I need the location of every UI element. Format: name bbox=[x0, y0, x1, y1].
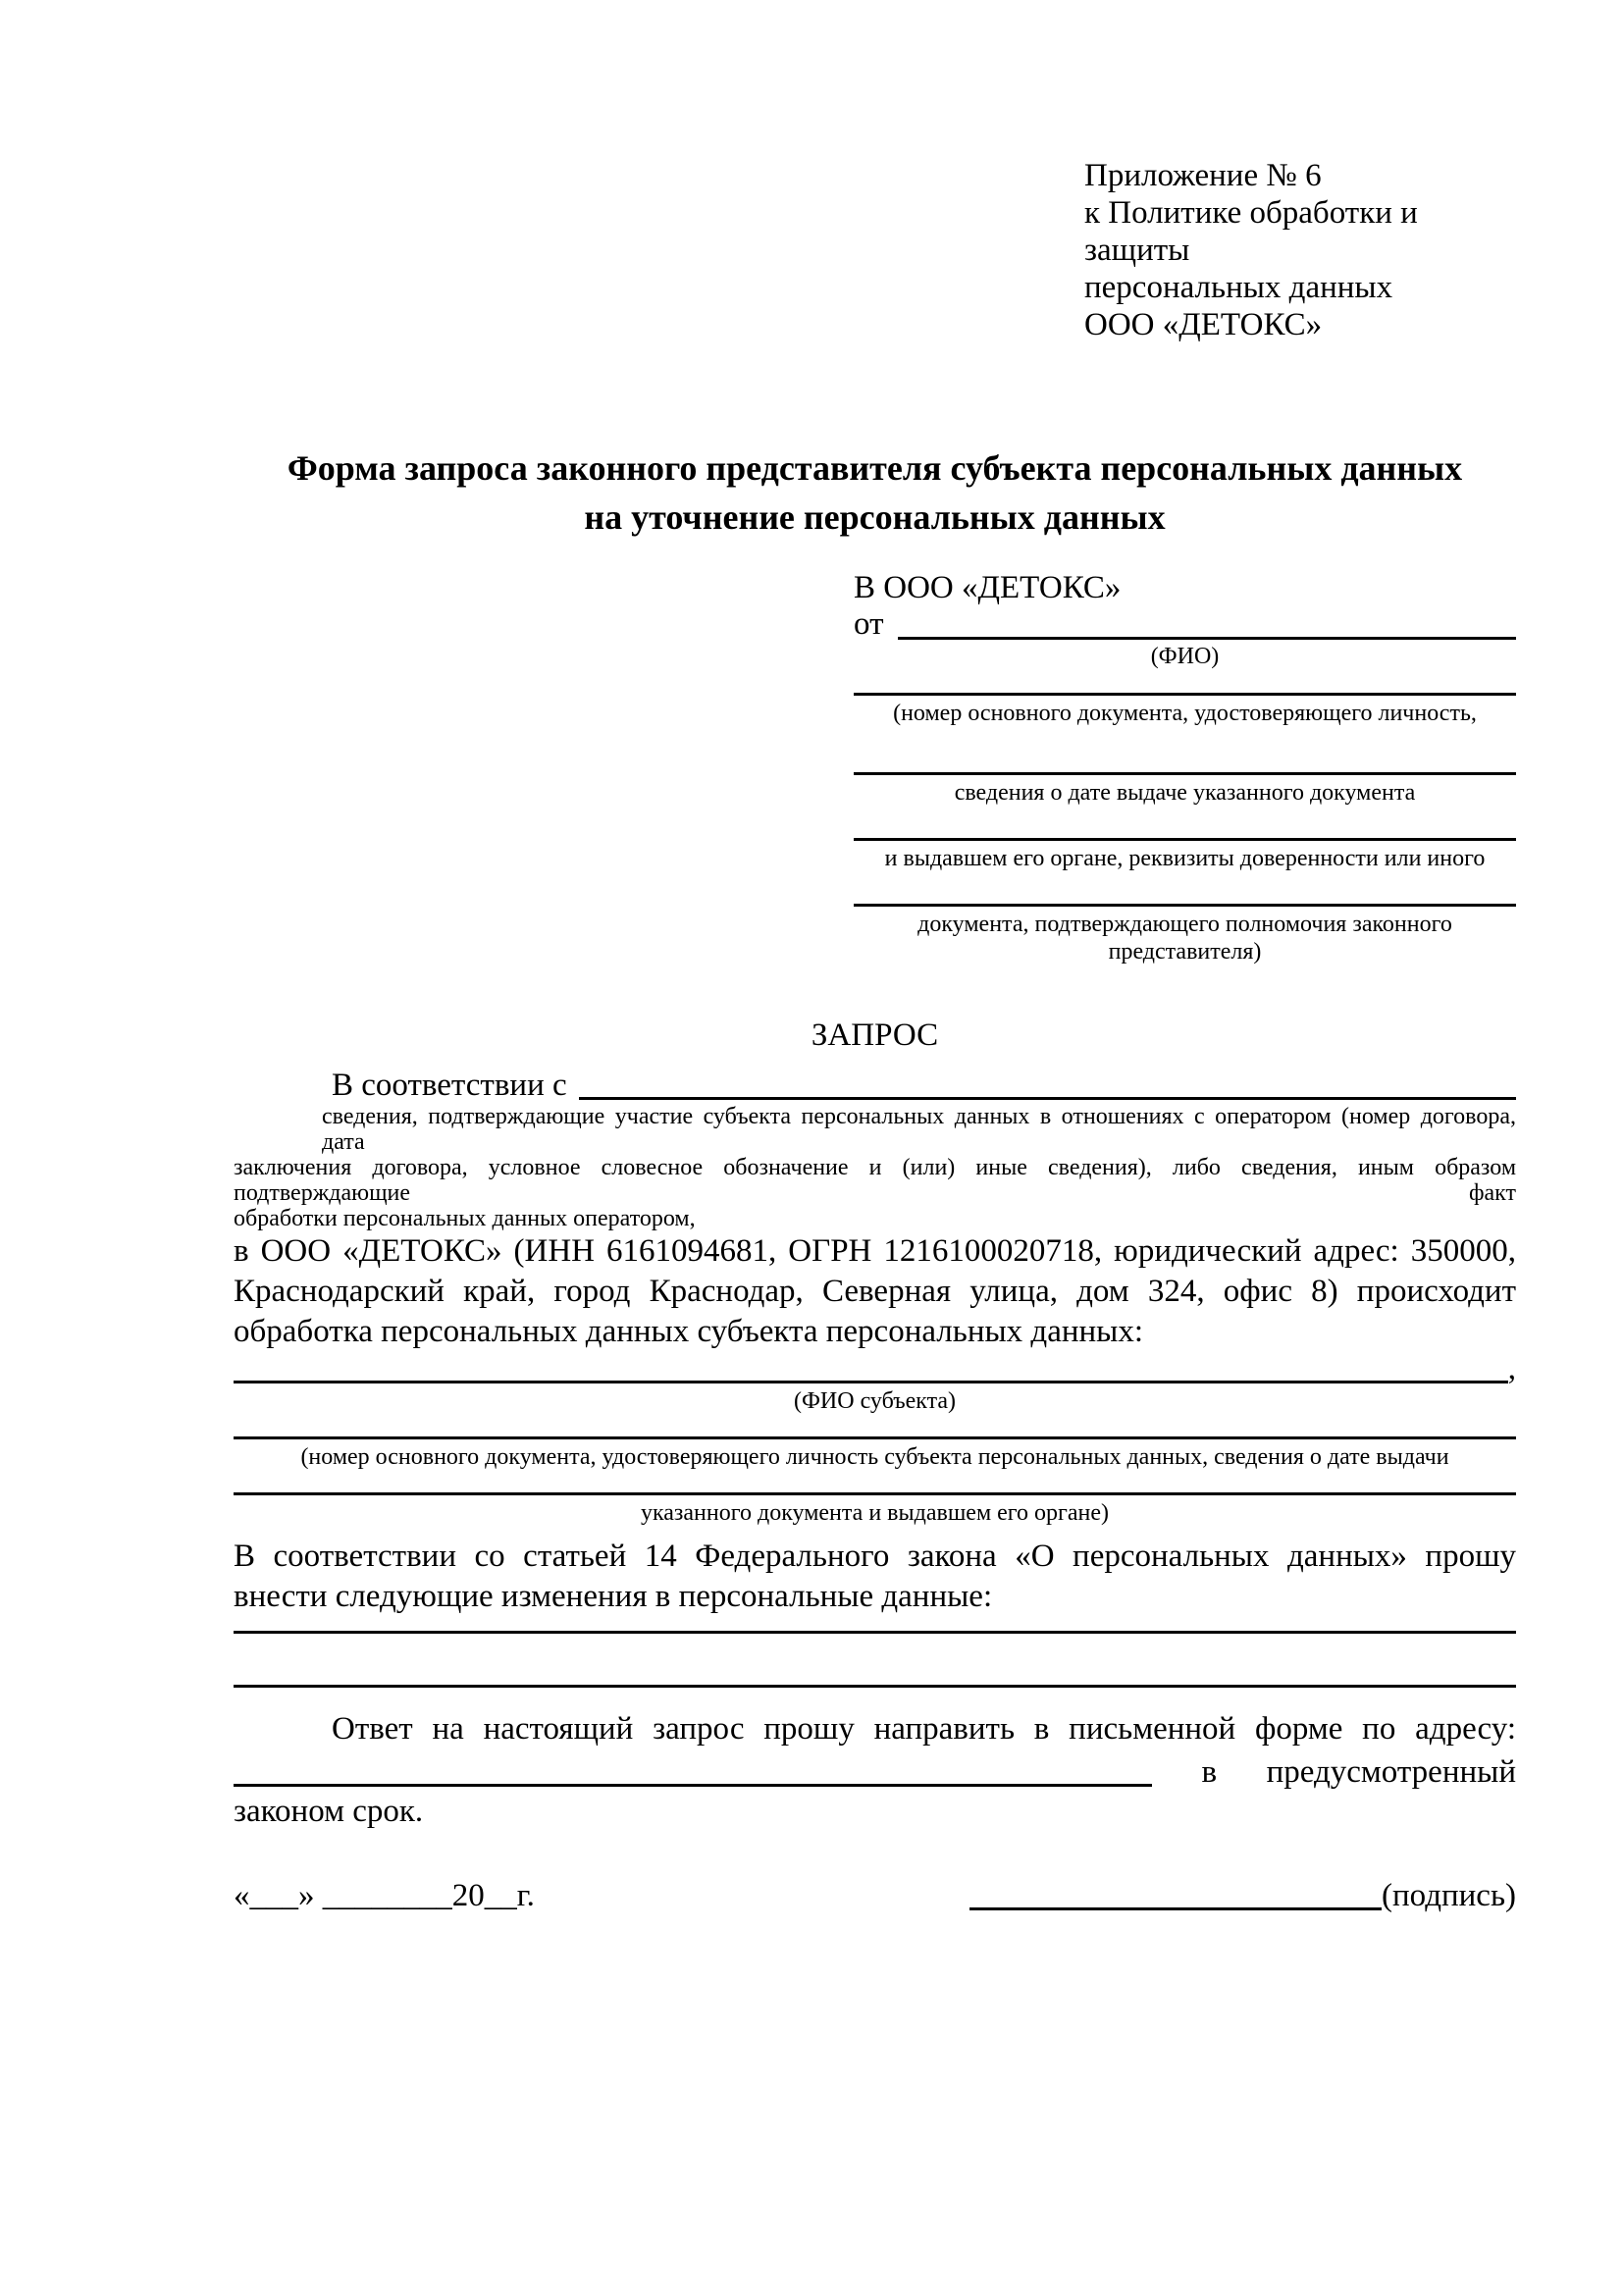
appendix-line: персональных данных bbox=[1084, 270, 1393, 305]
footnote-line: заключения договора, условное словесное обозначение и (или) иные сведения), либо сведения, иным образом подтверждающие факт bbox=[234, 1155, 1516, 1206]
subject-doc-row-1 bbox=[234, 1436, 1516, 1471]
appendix-header bbox=[1084, 157, 1516, 343]
from-row bbox=[854, 608, 1516, 643]
representative-doc-row-3 bbox=[854, 838, 1516, 872]
accordance-lead: В соответствии с bbox=[332, 1068, 567, 1103]
operator-line: в ООО «ДЕТОКС» (ИНН 6161094681, ОГРН 1216100020718, юридический адрес: 350000, bbox=[234, 1233, 1516, 1269]
subject-doc-caption-1: (номер основного документа, удостоверяющего личность субъекта персональных данных, сведения о дате выдачи bbox=[300, 1444, 1449, 1470]
form-title-line: Форма запроса законного представителя субъекта персональных данных bbox=[287, 448, 1463, 488]
basis-fill-line[interactable] bbox=[579, 1097, 1516, 1100]
appendix-line: ООО «ДЕТОКС» bbox=[1084, 307, 1323, 342]
doc-caption-2: сведения о дате выдаче указанного документа bbox=[954, 780, 1416, 806]
address-fill-line[interactable] bbox=[234, 1784, 1152, 1787]
subject-doc-caption-2: указанного документа и выдавшем его органе) bbox=[640, 1500, 1110, 1526]
operator-paragraph bbox=[234, 1231, 1516, 1352]
answer-closing: законом срок. bbox=[234, 1794, 424, 1829]
signature-fill-line[interactable] bbox=[969, 1907, 1382, 1910]
footnote-line: обработки персональных данных оператором, bbox=[234, 1206, 696, 1231]
answer-word-predusmotrenny: предусмотренный bbox=[1266, 1754, 1516, 1790]
from-label: от bbox=[854, 606, 884, 642]
doc-caption-3: и выдавшем его органе, реквизиты доверенности или иного bbox=[884, 846, 1486, 871]
accordance-footnote bbox=[234, 1104, 1516, 1231]
footnote-line: сведения, подтверждающие участие субъекта персональных данных в отношениях с оператором (номер договора, дата bbox=[322, 1104, 1516, 1155]
representative-doc-row-4 bbox=[854, 904, 1516, 965]
subject-fio-row bbox=[234, 1352, 1516, 1387]
law-line: внести следующие изменения в персональные данные: bbox=[234, 1579, 993, 1614]
representative-doc-row-1 bbox=[854, 693, 1516, 727]
operator-line: обработка персональных данных субъекта персональных данных: bbox=[234, 1314, 1143, 1349]
subject-fio-fill-line[interactable] bbox=[234, 1381, 1508, 1383]
signature-area bbox=[969, 1878, 1516, 1914]
doc-caption-4: документа, подтверждающего полномочия законного представителя) bbox=[917, 912, 1452, 965]
form-title-line: на уточнение персональных данных bbox=[584, 497, 1166, 537]
answer-paragraph: Ответ на настоящий запрос прошу направить в письменной форме по адресу: bbox=[332, 1711, 1516, 1747]
form-title bbox=[234, 444, 1516, 542]
subject-doc-row-2 bbox=[234, 1492, 1516, 1527]
operator-line: Краснодарский край, город Краснодар, Северная улица, дом 324, офис 8) происходит bbox=[234, 1274, 1516, 1309]
law-line: В соответствии со статьей 14 Федерального закона «О персональных данных» прошу bbox=[234, 1539, 1516, 1574]
changes-fill-line-2[interactable] bbox=[234, 1685, 1516, 1688]
law-paragraph bbox=[234, 1537, 1516, 1617]
changes-fill-line-1[interactable] bbox=[234, 1631, 1516, 1634]
date-placeholder[interactable]: «___» ________20__г. bbox=[234, 1878, 535, 1913]
doc-caption-1: (номер основного документа, удостоверяющего личность, bbox=[893, 701, 1477, 726]
signature-caption: (подпись) bbox=[1382, 1878, 1516, 1913]
appendix-line: Приложение № 6 bbox=[1084, 158, 1322, 193]
date-signature-row bbox=[234, 1869, 1516, 1914]
answer-word-v: в bbox=[1201, 1754, 1218, 1790]
addressee-organization: В ООО «ДЕТОКС» bbox=[854, 570, 1122, 605]
answer-address-row bbox=[234, 1749, 1516, 1791]
representative-doc-row-2 bbox=[854, 772, 1516, 807]
request-heading: ЗАПРОС bbox=[811, 1018, 939, 1053]
trailing-comma: , bbox=[1507, 1351, 1516, 1386]
fio-caption: (ФИО) bbox=[1150, 644, 1220, 669]
subject-fio-caption: (ФИО субъекта) bbox=[793, 1388, 957, 1414]
fio-fill-line[interactable] bbox=[898, 637, 1517, 640]
appendix-line: к Политике обработки и защиты bbox=[1084, 195, 1418, 268]
addressee-block bbox=[854, 567, 1516, 965]
accordance-row bbox=[234, 1065, 1516, 1104]
